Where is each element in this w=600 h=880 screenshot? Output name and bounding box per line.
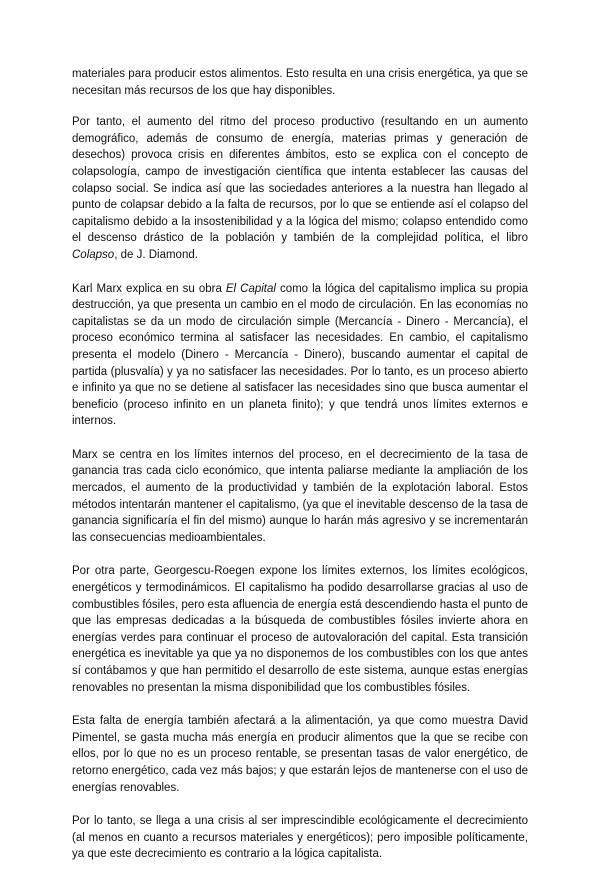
- paragraph-text: materiales para producir estos alimentos. Esto resulta en una crisis energética, ya que se necesitan más recursos de los que hay disponibles.: [72, 68, 528, 97]
- paragraph-text: Esta falta de energía también afectará a la alimentación, ya que como muestra David Pimentel, se gasta mucha más energía en producir alimentos que la que se recibe con ellos, por lo que no es un proceso rentable, se presentan tasas de valor energético, de retorno energético, cada vez más bajos; y que estarán lejos de mantenerse con el uso de energías renovables.: [72, 715, 528, 794]
- paragraph-text: Marx se centra en los límites internos del proceso, en el decrecimiento de la tasa de ganancia tras cada ciclo económico, que intenta paliarse mediante la ampliación de los mercados, el aumento de la productividad y también de la explotación laboral. Estos métodos intentarán mantener el capitalismo, (ya que el inevitable descenso de la tasa de ganancia significaría el fin del mismo) aunque lo harán más agresivo y se incrementarán las consecuencias medioambientales.: [72, 448, 528, 544]
- paragraph-text: Por tanto, el aumento del ritmo del proceso productivo (resultando en un aumento demográfico, además de consumo de energía, materias primas y generación de desechos) provoca crisis en diferentes ámbitos, esto se explica con el concepto de colapsología, campo de investigación científica que intenta establecer las causas del colapso social. Se indica así que las sociedades anteriores a la nuestra han llegado al punto de colapsar debido a la falta de recursos, por lo que se entiende así el colapso del capitalismo debido a la insostenibilidad y a la lógica del mismo; colapso entendido como el descenso drástico de la población y también de la complejidad política, el libro: [72, 116, 528, 245]
- paragraph-conclusion: [72, 813, 528, 863]
- book-title-colapso: Colapso: [72, 248, 115, 261]
- document-page: [72, 66, 528, 880]
- paragraph-text: como la lógica del capitalismo implica su propia destrucción, ya que presenta un cambio en el modo de circulación. En las economías no capitalistas se da un modo de circulación simple (Mercancía - Dinero - Mercancía), el proceso económico termina al satisfacer las necesidades. En cambio, el capitalismo presenta el modelo (Dinero - Mercancía - Dinero), buscando aumentar el capital de partida (plusvalía) y ya no satisfacer las necesidades. Por lo tanto, es un proceso abierto e infinito ya que no se detiene al satisfacer las necesidades sino que busca aumentar el beneficio (proceso infinito en un planeta finito); y que tendrá unos límites externos e internos.: [72, 282, 528, 428]
- book-title-el-capital: El Capital: [225, 282, 276, 295]
- paragraph-text: Por otra parte, Georgescu-Roegen expone los límites externos, los límites ecológicos, energéticos y termodinámicos. El capitalismo ha podido desarrollarse gracias al uso de combustibles fósiles, pero esta afluencia de energía está descendiendo hasta el punto de que las empresas dedicadas a la búsqueda de combustibles fósiles invierte ahora en energías verdes para continuar el proceso de autovaloración del capital. Esta transición energética es inevitable ya que ya no disponemos de los combustibles con los que antes sí contábamos y que han permitido el desarrollo de este sistema, aunque estas energías renovables no presentan la misma disponibilidad que los combustibles fósiles.: [72, 565, 528, 694]
- paragraph-limites-internos: [72, 447, 528, 547]
- paragraph-colapsologia: [72, 114, 528, 263]
- paragraph-limites-externos: [72, 563, 528, 696]
- paragraph-text: Por lo tanto, se llega a una crisis al ser imprescindible ecológicamente el decrecimiento (al menos en cuanto a recursos materiales y energéticos); pero imposible políticamente, ya que este decrecimiento es contrario a la lógica capitalista.: [72, 815, 528, 861]
- paragraph-continuation: [72, 66, 528, 99]
- paragraph-text: Karl Marx explica en su obra: [72, 282, 226, 295]
- paragraph-alimentacion: [72, 713, 528, 796]
- paragraph-marx-capital: [72, 281, 528, 430]
- paragraph-text: , de J. Diamond.: [114, 248, 198, 261]
